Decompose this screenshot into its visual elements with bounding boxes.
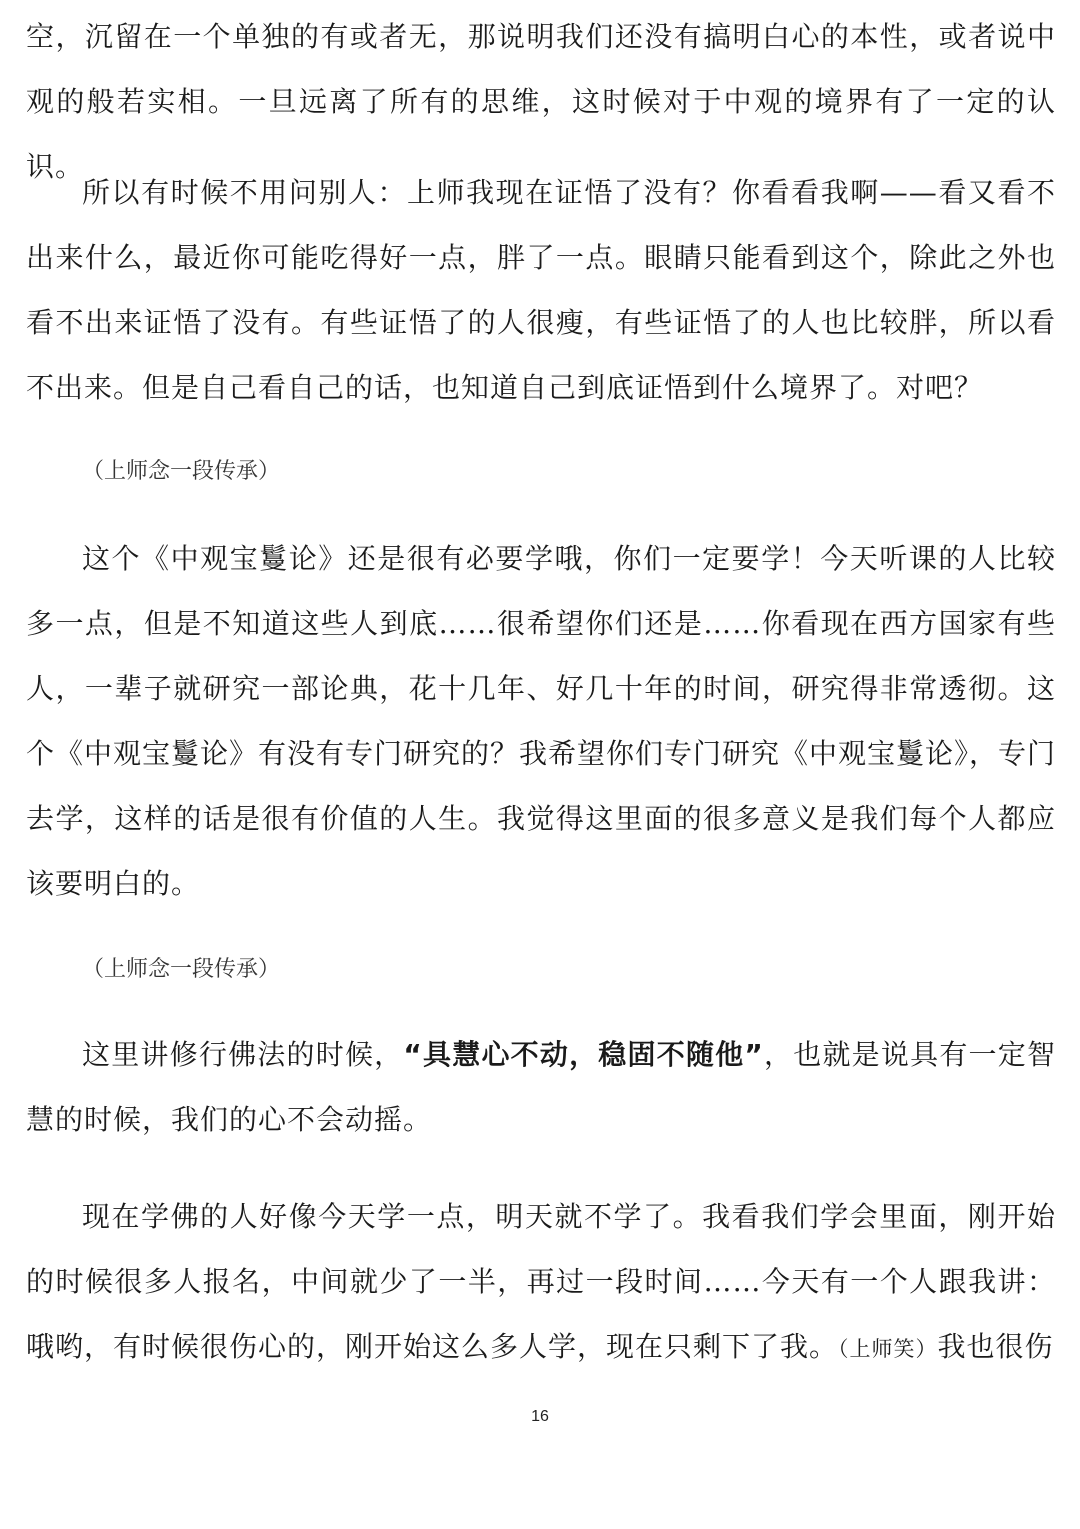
paragraph-5-text-before: 现在学佛的人好像今天学一点，明天就不学了。我看我们学会里面，刚开始的时候很多人报名，中间就少了一半，再过一段时间……今天有一个人跟我讲：哦哟，有时候很伤心的，刚开始这么多人学，现在只剩下了我。 — [26, 1200, 1056, 1363]
paragraph-4-text-before: 这里讲修行佛法的时候， — [82, 1038, 404, 1071]
paragraph-4 — [26, 1022, 1056, 1152]
paragraph-5-text-after: 我也很伤 — [937, 1330, 1054, 1363]
transmission-note-1: （上师念一段传承） — [82, 459, 281, 484]
transmission-note-2: （上师念一段传承） — [82, 957, 281, 982]
paragraph-4-text-after: ，也就是说具有一定智慧的时候，我们的心不会动摇。 — [26, 1038, 1056, 1136]
verse-quote: “具慧心不动，稳固不随他” — [403, 1038, 764, 1071]
paragraph-3-text: 这个《中观宝鬘论》还是很有必要学哦，你们一定要学！今天听课的人比较多一点，但是不知道这些人到底……很希望你们还是……你看现在西方国家有些人，一辈子就研究一部论典，花十几年、好几十年的时间，研究得非常透彻。这个《中观宝鬘论》有没有专门研究的？我希望你们专门研究《中观宝鬘论》，专门去学，这样的话是很有价值的人生。我觉得这里面的很多意义是我们每个人都应该要明白的。 — [26, 542, 1057, 900]
paragraph-1-text: 空，沉留在一个单独的有或者无，那说明我们还没有搞明白心的本性，或者说中观的般若实相。一旦远离了所有的思维，这时候对于中观的境界有了一定的认识。 — [26, 20, 1056, 183]
paragraph-2-text: 所以有时候不用问别人：上师我现在证悟了没有？你看看我啊——看又看不出来什么，最近你可能吃得好一点，胖了一点。眼睛只能看到这个，除此之外也看不出来证悟了没有。有些证悟了的人很瘦，有些证悟了的人也比较胖，所以看不出来。但是自己看自己的话，也知道自己到底证悟到什么境界了。对吧？ — [26, 176, 1056, 404]
paragraph-3 — [26, 526, 1056, 916]
paragraph-2 — [26, 160, 1056, 420]
page-number: 16 — [531, 1408, 549, 1425]
paragraph-5 — [26, 1184, 1056, 1382]
laughter-note: （上师笑） — [838, 1337, 938, 1361]
